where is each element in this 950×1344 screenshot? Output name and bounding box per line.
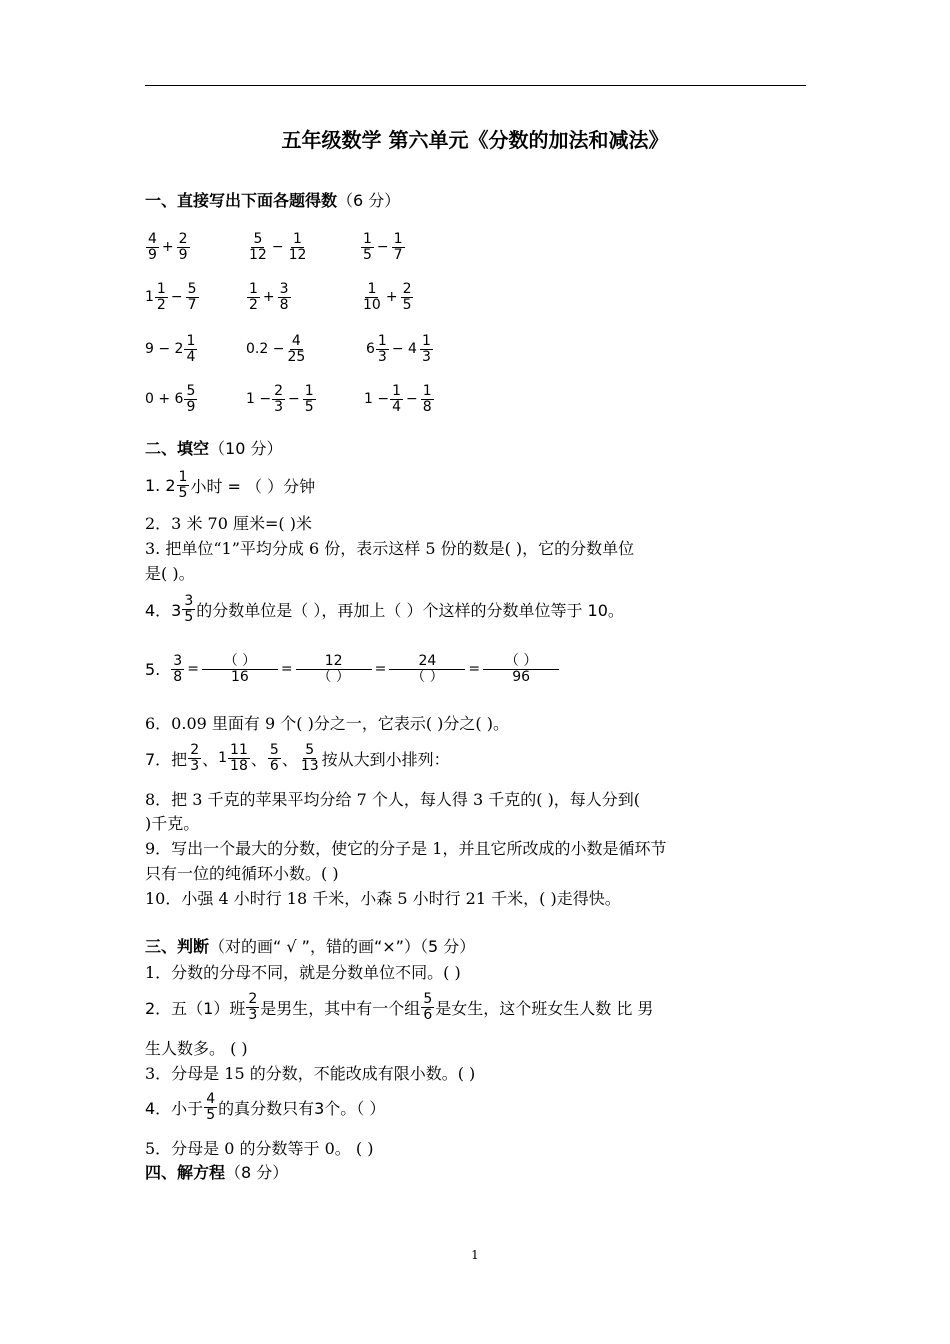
fill-q8-line2: )千克。: [145, 814, 200, 833]
text-segment: − 4: [391, 341, 417, 357]
section4-title: 四、解方程: [145, 1163, 226, 1182]
fraction-denominator: 4: [186, 348, 196, 365]
fill-q8-line1: 8．把 3 千克的苹果平均分给 7 个人，每人得 3 千克的( )，每人分到(: [145, 790, 641, 809]
text-segment: 9 − 2: [145, 341, 184, 357]
fraction-numerator: 11: [230, 741, 248, 758]
fraction-denominator: 96: [512, 668, 531, 685]
calc-r3c2: [246, 326, 308, 372]
fraction: [361, 232, 374, 263]
judge-q1: 1．分数的分母不同，就是分数单位不同。( ): [145, 963, 461, 982]
fraction: [420, 334, 433, 365]
fraction-denominator: （ ）: [317, 668, 350, 685]
section1-title: 一、直接写出下面各题得数: [145, 191, 338, 210]
fraction: [296, 654, 372, 685]
fraction: [177, 470, 190, 501]
calc-r4c1: [145, 376, 198, 422]
fraction: [247, 232, 269, 263]
fraction-denominator: 5: [184, 608, 194, 625]
text-segment: 4．3: [145, 600, 182, 620]
fraction-numerator: 1: [377, 332, 387, 349]
fill-q5: [145, 646, 560, 692]
calc-r1c3: [360, 224, 406, 270]
fraction-denominator: 6: [269, 757, 279, 774]
fraction: [389, 654, 465, 685]
calc-r2c3: [360, 274, 414, 320]
fill-q6: 6．0.09 里面有 9 个( )分之一，它表示( )分之( )。: [145, 714, 509, 733]
fraction: [421, 384, 434, 415]
fill-q9-line1: 9．写出一个最大的分数，使它的分子是 1，并且它所改成的小数是循环节: [145, 839, 667, 858]
fraction-numerator: 5: [187, 280, 197, 297]
text-segment: 是女生，这个班女生人数 比 男: [435, 998, 654, 1018]
fraction: [188, 743, 201, 774]
calc-r4c2: [246, 376, 317, 422]
fraction: [483, 654, 559, 685]
fraction: [228, 743, 250, 774]
fill-q10: 10．小强 4 小时行 18 千米，小森 5 小时行 21 千米，( )走得快。: [145, 889, 621, 908]
page-title: 五年级数学 第六单元《分数的加法和减法》: [281, 128, 669, 152]
fraction-numerator: （ ）: [202, 654, 278, 670]
text-segment: −: [406, 391, 418, 407]
fraction-denominator: 8: [173, 668, 183, 685]
fraction-denominator: 25: [287, 348, 306, 365]
fraction-numerator: 2: [402, 280, 412, 297]
calc-r1c2: [246, 224, 309, 270]
fraction-numerator: 1: [293, 230, 302, 247]
text-segment: +: [262, 289, 275, 305]
text-segment: 、: [281, 749, 298, 769]
fraction: [361, 282, 383, 313]
fraction-numerator: 1: [156, 280, 166, 297]
fraction-denominator: 8: [422, 398, 432, 415]
judge-q2: [145, 984, 653, 1030]
text-segment: 5.: [145, 659, 161, 679]
text-segment: 的真分数只有3个。（ ）: [218, 1098, 386, 1118]
fill-q1: [145, 462, 315, 508]
section4-heading: [145, 1160, 288, 1183]
fraction-denominator: 3: [248, 1006, 258, 1023]
section3-heading: [145, 934, 475, 957]
fraction-denominator: 8: [279, 296, 289, 313]
fraction: [299, 743, 321, 774]
fraction: [390, 384, 403, 415]
text-segment: 1: [145, 289, 154, 305]
section4-score: （8 分）: [225, 1163, 289, 1182]
text-segment: 1 −: [364, 391, 390, 407]
fraction: [177, 232, 190, 263]
fraction: [184, 384, 197, 415]
text-segment: 0.2 −: [246, 341, 285, 357]
fraction-numerator: 1: [421, 332, 431, 349]
fraction-denominator: 18: [230, 757, 248, 774]
fraction-denominator: 5: [206, 1106, 216, 1123]
fraction-numerator: 4: [206, 1090, 216, 1107]
fraction-denominator: 5: [304, 398, 314, 415]
fraction: [186, 282, 199, 313]
fraction-numerator: 1: [363, 230, 372, 247]
text-segment: 、: [250, 749, 267, 769]
fraction-numerator: 2: [248, 990, 258, 1007]
section3-instructions: （对的画“ √ ”，错的画“×”）（5 分）: [209, 937, 476, 956]
fraction-numerator: 5: [305, 741, 315, 758]
fraction-numerator: 4: [148, 230, 157, 247]
text-segment: =: [280, 661, 293, 677]
fraction-denominator: 4: [392, 398, 402, 415]
fill-q3-line1: 3. 把单位“1”平均分成 6 份，表示这样 5 份的数是( )，它的分数单位: [145, 539, 635, 558]
text-segment: −: [170, 289, 183, 305]
fraction: [272, 384, 285, 415]
calc-r2c1: [145, 274, 200, 320]
text-segment: 1: [218, 750, 228, 766]
fraction: [268, 743, 281, 774]
fraction-numerator: 1: [304, 382, 314, 399]
header-rule: [145, 85, 806, 86]
fraction-numerator: 2: [190, 741, 200, 758]
judge-q3: 3．分母是 15 的分数，不能改成有限小数。( ): [145, 1064, 476, 1083]
fraction-denominator: 3: [190, 757, 200, 774]
fraction-denominator: 6: [423, 1006, 433, 1023]
fraction-denominator: 2: [156, 296, 166, 313]
fraction-numerator: 1: [393, 230, 403, 247]
section1-score: （6 分）: [337, 191, 401, 210]
fraction-denominator: 5: [178, 484, 188, 501]
section3-title: 三、判断: [145, 937, 210, 956]
fraction-denominator: （ ）: [411, 668, 444, 685]
text-segment: 4．小于: [145, 1098, 204, 1118]
fraction: [287, 232, 309, 263]
judge-q2-line2: 生人数多。 ( ): [145, 1039, 248, 1058]
fraction: [421, 992, 434, 1023]
fraction-denominator: 3: [377, 348, 387, 365]
fraction: [376, 334, 389, 365]
fraction-denominator: 5: [402, 296, 412, 313]
calc-r1c1: [145, 224, 191, 270]
fraction: [146, 232, 159, 263]
fraction: [184, 334, 197, 365]
text-segment: −: [271, 239, 284, 255]
text-segment: 2．五（1）班: [145, 998, 246, 1018]
fraction-denominator: 3: [421, 348, 431, 365]
fraction-numerator: 4: [291, 332, 301, 349]
text-segment: 6: [366, 341, 375, 357]
text-segment: 小时 = （ ）分钟: [190, 476, 316, 496]
fraction-numerator: 24: [389, 654, 465, 670]
fraction-denominator: 9: [148, 246, 157, 263]
fraction: [182, 594, 195, 625]
text-segment: 0 + 6: [145, 391, 184, 407]
fill-q2: 2．3 米 70 厘米=( )米: [145, 514, 312, 533]
fraction-denominator: 13: [300, 757, 319, 774]
text-segment: 、: [202, 749, 219, 769]
text-segment: +: [385, 289, 398, 305]
calc-r2c2: [246, 274, 292, 320]
fraction-denominator: 10: [363, 296, 381, 313]
fraction-numerator: 5: [423, 990, 433, 1007]
fraction-numerator: 5: [269, 741, 279, 758]
fill-q3-line2: 是( )。: [145, 564, 195, 583]
fraction-denominator: 9: [178, 246, 188, 263]
fraction-numerator: 1: [422, 382, 432, 399]
text-segment: +: [161, 239, 174, 255]
text-segment: 1. 2: [145, 475, 176, 495]
fill-q4: [145, 586, 624, 632]
fraction-denominator: 3: [274, 398, 284, 415]
text-segment: 是男生，其中有一个组: [260, 998, 421, 1018]
fraction: [285, 334, 307, 365]
fraction-numerator: 1: [178, 468, 188, 485]
fraction: [204, 1092, 217, 1123]
fraction-numerator: 1: [249, 280, 258, 297]
fraction: [171, 654, 184, 685]
fraction-denominator: 12: [288, 246, 307, 263]
fraction-denominator: 2: [249, 296, 258, 313]
judge-q5: 5．分母是 0 的分数等于 0。 ( ): [145, 1139, 374, 1158]
text-segment: =: [468, 661, 481, 677]
fraction-numerator: （ ）: [483, 654, 559, 670]
page-number: 1: [471, 1248, 479, 1262]
section2-title: 二、填空: [145, 439, 210, 458]
fraction-numerator: 1: [392, 382, 402, 399]
fraction-numerator: 2: [274, 382, 284, 399]
fraction: [246, 992, 259, 1023]
section1-heading: [145, 188, 400, 211]
text-segment: 1 −: [246, 391, 272, 407]
fill-q7: [145, 735, 450, 781]
fraction-denominator: 12: [249, 246, 267, 263]
fraction-numerator: 3: [279, 280, 289, 297]
fraction: [303, 384, 316, 415]
fraction-numerator: 3: [184, 592, 194, 609]
fraction-numerator: 5: [253, 230, 263, 247]
section2-heading: [145, 436, 282, 459]
fraction-denominator: 7: [187, 296, 197, 313]
fill-q9-line2: 只有一位的纯循环小数。( ): [145, 864, 339, 883]
text-segment: 的分数单位是（ ），再加上（ ）个这样的分数单位等于 10。: [196, 600, 624, 620]
fraction-numerator: 1: [186, 332, 196, 349]
text-segment: 按从大到小排列：: [321, 749, 450, 769]
fraction-denominator: 9: [186, 398, 196, 415]
fraction-numerator: 2: [178, 230, 188, 247]
fraction-denominator: 16: [231, 668, 249, 685]
fraction-numerator: 3: [173, 652, 183, 669]
fraction: [202, 654, 278, 685]
text-segment: 7．把: [145, 749, 188, 769]
calc-r4c3: [364, 376, 435, 422]
text-segment: −: [376, 239, 389, 255]
fraction-denominator: 5: [363, 246, 372, 263]
text-segment: =: [187, 661, 199, 677]
fraction: [278, 282, 291, 313]
fraction-numerator: 1: [367, 280, 377, 297]
fraction: [155, 282, 168, 313]
text-segment: −: [288, 391, 300, 407]
fraction: [401, 282, 414, 313]
fraction: [392, 232, 405, 263]
judge-q4: [145, 1084, 385, 1130]
fraction: [247, 282, 260, 313]
fraction-numerator: 5: [186, 382, 196, 399]
section2-score: （10 分）: [209, 439, 283, 458]
calc-r3c1: [145, 326, 198, 372]
calc-r3c3: [366, 326, 434, 372]
fraction-denominator: 7: [393, 246, 403, 263]
text-segment: =: [374, 661, 387, 677]
fraction-numerator: 12: [296, 654, 372, 670]
